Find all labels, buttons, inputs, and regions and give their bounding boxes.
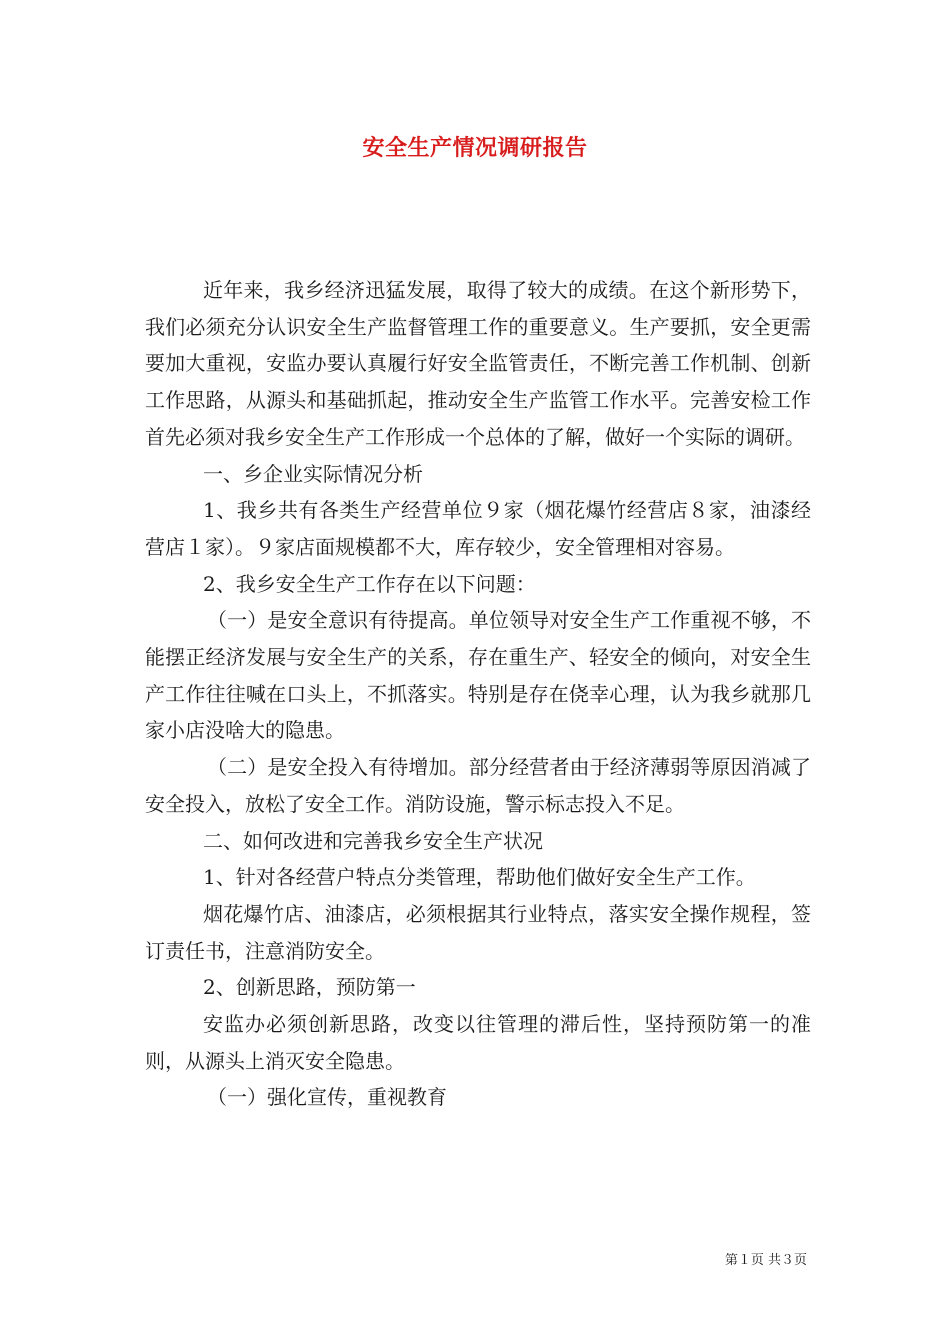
paragraph-problem-2: （二）是安全投入有待增加。部分经营者由于经济薄弱等原因消减了安全投入，放松了安全工作。消防设施，警示标志投入不足。 — [145, 755, 811, 816]
document-title: 安全生产情况调研报告 — [362, 135, 588, 161]
heading-section-1: 一、乡企业实际情况分析 — [203, 461, 423, 486]
paragraph-subitem-1: （一）强化宣传，重视教育 — [207, 1085, 447, 1110]
document-body — [145, 272, 811, 1116]
page-number: 第１页 共３页 — [724, 1253, 807, 1268]
paragraph-measure-2: 2、创新思路，预防第一 — [203, 975, 416, 1000]
paragraph-item-2: 2、我乡安全生产工作存在以下问题： — [203, 571, 536, 596]
heading-section-2: 二、如何改进和完善我乡安全生产状况 — [203, 828, 543, 853]
paragraph-measure-1: 1、针对各经营户特点分类管理，帮助他们做好安全生产工作。 — [203, 865, 756, 890]
paragraph-intro: 近年来，我乡经济迅猛发展，取得了较大的成绩。在这个新形势下，我们必须充分认识安全生产监督管理工作的重要意义。生产要抓，安全更需要加大重视，安监办要认真履行好安全监管责任，不断完善工作机制、创新工作思路，从源头和基础抓起，推动安全生产监管工作水平。完善安检工作首先必须对我乡安全生产工作形成一个总体的了解，做好一个实际的调研。 — [145, 278, 811, 449]
paragraph-measure-1-detail: 烟花爆竹店、油漆店，必须根据其行业特点，落实安全操作规程，签订责任书，注意消防安全。 — [145, 901, 811, 963]
paragraph-problem-1: （一）是安全意识有待提高。单位领导对安全生产工作重视不够，不能摆正经济发展与安全生产的关系，存在重生产、轻安全的倾向，对安全生产工作往往喊在口头上，不抓落实。特别是存在侥幸心理，认为我乡就那几家小店没啥大的隐患。 — [145, 608, 811, 743]
paragraph-item-1: 1、我乡共有各类生产经营单位９家（烟花爆竹经营店８家，油漆经营店１家）。９家店面规模都不大，库存较少，安全管理相对容易。 — [145, 498, 811, 559]
paragraph-measure-2-detail: 安监办必须创新思路，改变以往管理的滞后性，坚持预防第一的准则，从源头上消灭安全隐患。 — [145, 1012, 811, 1073]
